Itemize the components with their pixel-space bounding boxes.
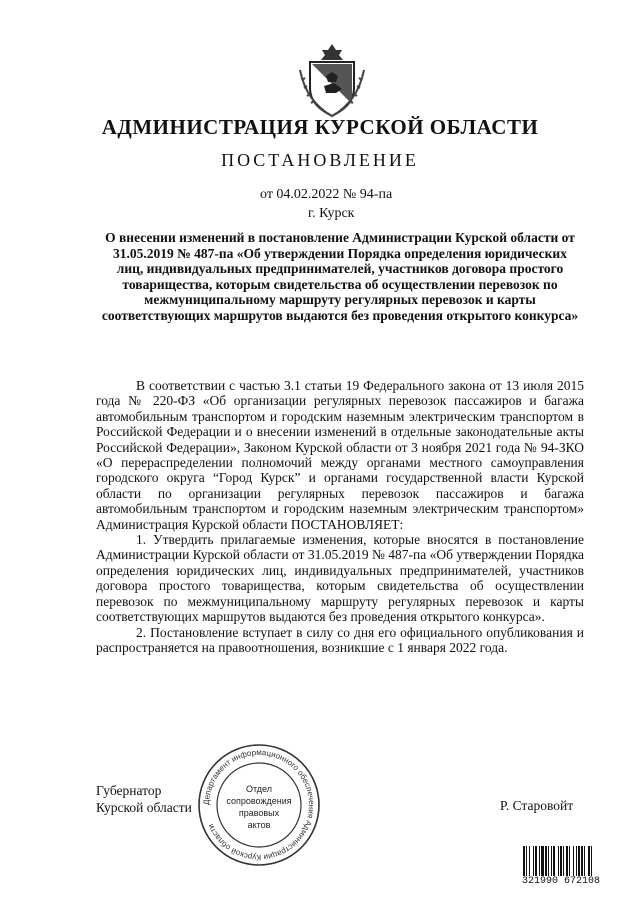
barcode-number: 321990 672108	[522, 876, 601, 887]
paragraph-item-2: 2. Постановление вступает в силу со дня его официального опубликования и распространяется на правоотношения, возникшие с 1 января 2022 года.	[96, 624, 584, 655]
document-title: О внесении изменений в постановление Администрации Курской области от 31.05.2019 № 487-па «Об утверждении Порядка определения юридических лиц, индивидуальных предпринимателей, участников договора простого товарищества, которым свидетельства об осуществлении перевозок по межмуниципальному маршруту регулярных перевозок и карты соответствующих маршрутов выдаются без проведения открытого конкурса»	[101, 230, 579, 323]
official-stamp	[196, 742, 322, 868]
signer-title-line2: Курской области	[96, 800, 192, 815]
coat-of-arms-icon	[296, 40, 368, 120]
stamp-line-4: актов	[247, 820, 271, 830]
stamp-line-1: Отдел	[245, 784, 273, 794]
document-body	[96, 378, 584, 655]
signer-name: Р. Старовойт	[500, 798, 574, 813]
document-date-number: от 04.02.2022 № 94-па	[260, 187, 393, 202]
stamp-line-2: сопровождения	[226, 796, 292, 806]
stamp-ring-text: Департамент информационного обеспечения Администрации Курской области	[201, 747, 317, 863]
document-type: ПОСТАНОВЛЕНИЕ	[221, 150, 419, 170]
signer-title-line1: Губернатор	[96, 783, 162, 798]
organization-name: АДМИНИСТРАЦИЯ КУРСКОЙ ОБЛАСТИ	[101, 115, 539, 139]
document-city: г. Курск	[308, 206, 355, 221]
paragraph-preamble: В соответствии с частью 3.1 статьи 19 Федерального закона от 13 июля 2015 года № 220-ФЗ «Об организации регулярных перевозок пассажиров и багажа автомобильным транспортом и городским наземным электрическим транспортом в Российской Федерации и о внесении изменений в отдельные законодательные акты Российской Федерации», Законом Курской области от 3 ноября 2021 года № 94-ЗКО «О перераспределении полномочий между органами местного самоуправления городского округа “Город Курск” и органами государственной власти Курской области по организации регулярных перевозок пассажиров и багажа автомобильным транспортом и городским наземным электрическим транспортом» Администрация Курской области ПОСТАНОВЛЯЕТ:	[96, 378, 584, 532]
paragraph-item-1: 1. Утвердить прилагаемые изменения, которые вносятся в постановление Администрации Курской области от 31.05.2019 № 487-па «Об утверждении Порядка определения юридических лиц, индивидуальных предпринимателей, участников договора простого товарищества, которым свидетельства об осуществлении перевозок по межмуниципальному маршруту регулярных перевозок и карты соответствующих маршрутов выдаются без проведения открытого конкурса».	[96, 532, 584, 625]
signer-title	[96, 782, 192, 816]
stamp-line-3: правовых	[238, 808, 280, 818]
